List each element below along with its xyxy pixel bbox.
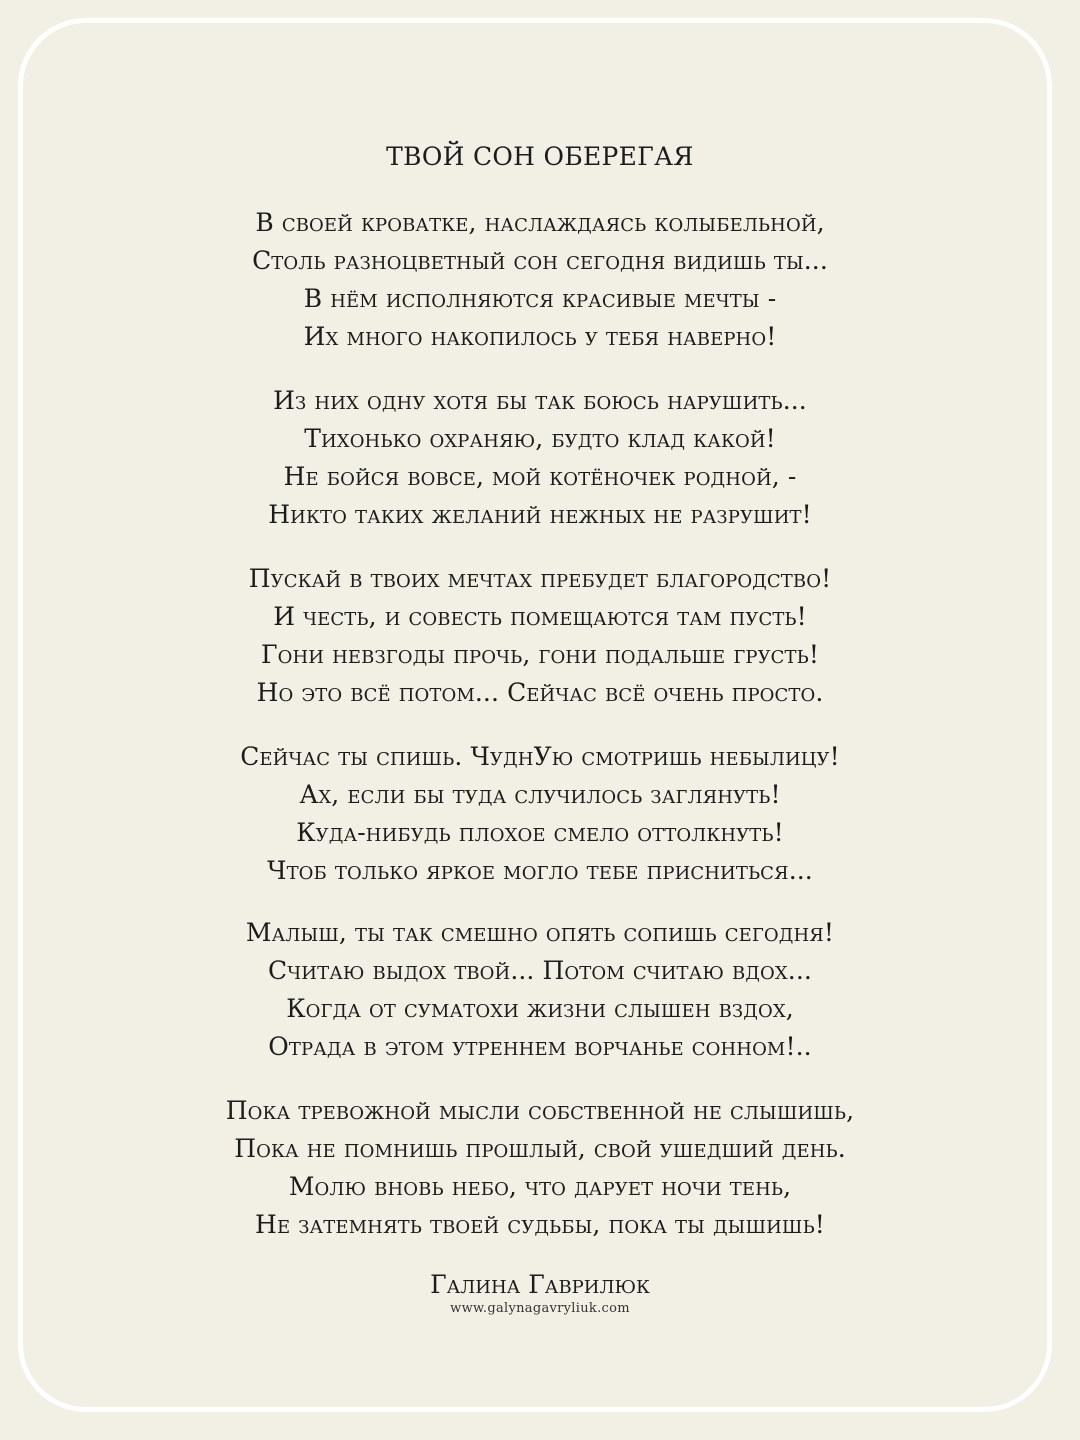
stanza-6	[0, 1092, 1080, 1244]
poem-line: Их много накопилось у тебя наверно!	[303, 322, 777, 351]
poem-line: Малыш, ты так смешно опять сопишь сегодня!	[245, 918, 835, 947]
poem-line: Куда-нибудь плохое смело оттолкнуть!	[296, 818, 784, 847]
poem-line: Когда от суматохи жизни слышен вздох,	[286, 994, 794, 1023]
poem-line: Пока тревожной мысли собственной не слышишь,	[225, 1096, 855, 1125]
poem-line: Пускай в твоих мечтах пребудет благородство!	[248, 564, 832, 593]
poem-line: Отрада в этом утреннем ворчанье сонном!..	[268, 1032, 812, 1061]
poem-line: Гони невзгоды прочь, гони подальше грусть!	[260, 640, 820, 669]
poem-line: Считаю выдох твой... Потом считаю вдох...	[268, 956, 812, 985]
poem-line: Не затемнять твоей судьбы, пока ты дышишь!	[255, 1210, 825, 1239]
poem-title: ТВОЙ СОН ОБЕРЕГАЯ	[386, 142, 694, 171]
poem-line: Ах, если бы туда случилось заглянуть!	[299, 780, 781, 809]
poem-line: В нём исполняются красивые мечты -	[303, 284, 777, 313]
author-name: Галина Гаврилюк	[430, 1270, 650, 1299]
poem-line: Не бойся вовсе, мой котёночек родной, -	[283, 462, 797, 491]
poem-line: И честь, и совесть помещаются там пусть!	[273, 602, 807, 631]
poem-line: Никто таких желаний нежных не разрушит!	[268, 500, 812, 529]
stanza-5	[0, 914, 1080, 1066]
stanza-1	[0, 204, 1080, 356]
poem-line: Тихонько охраняю, будто клад какой!	[304, 424, 776, 453]
poem-line: Но это всё потом... Сейчас всё очень просто.	[256, 678, 824, 707]
poem-line: В своей кроватке, наслаждаясь колыбельной,	[255, 208, 825, 237]
author-website: www.galynagavryliuk.com	[450, 1301, 630, 1316]
poem-line: Чтоб только яркое могло тебе присниться...	[267, 856, 813, 885]
poem-line: Молю вновь небо, что дарует ночи тень,	[288, 1172, 792, 1201]
stanza-2	[0, 382, 1080, 534]
poem-line: Пока не помнишь прошлый, свой ушедший день.	[234, 1134, 846, 1163]
poem-line: Столь разноцветный сон сегодня видишь ты...	[252, 246, 828, 275]
stanza-3	[0, 560, 1080, 712]
poem-line: Из них одну хотя бы так боюсь нарушить...	[273, 386, 807, 415]
poem-line: Сейчас ты спишь. ЧуднУю смотришь небылицу!	[240, 742, 840, 771]
stanza-4	[0, 738, 1080, 890]
